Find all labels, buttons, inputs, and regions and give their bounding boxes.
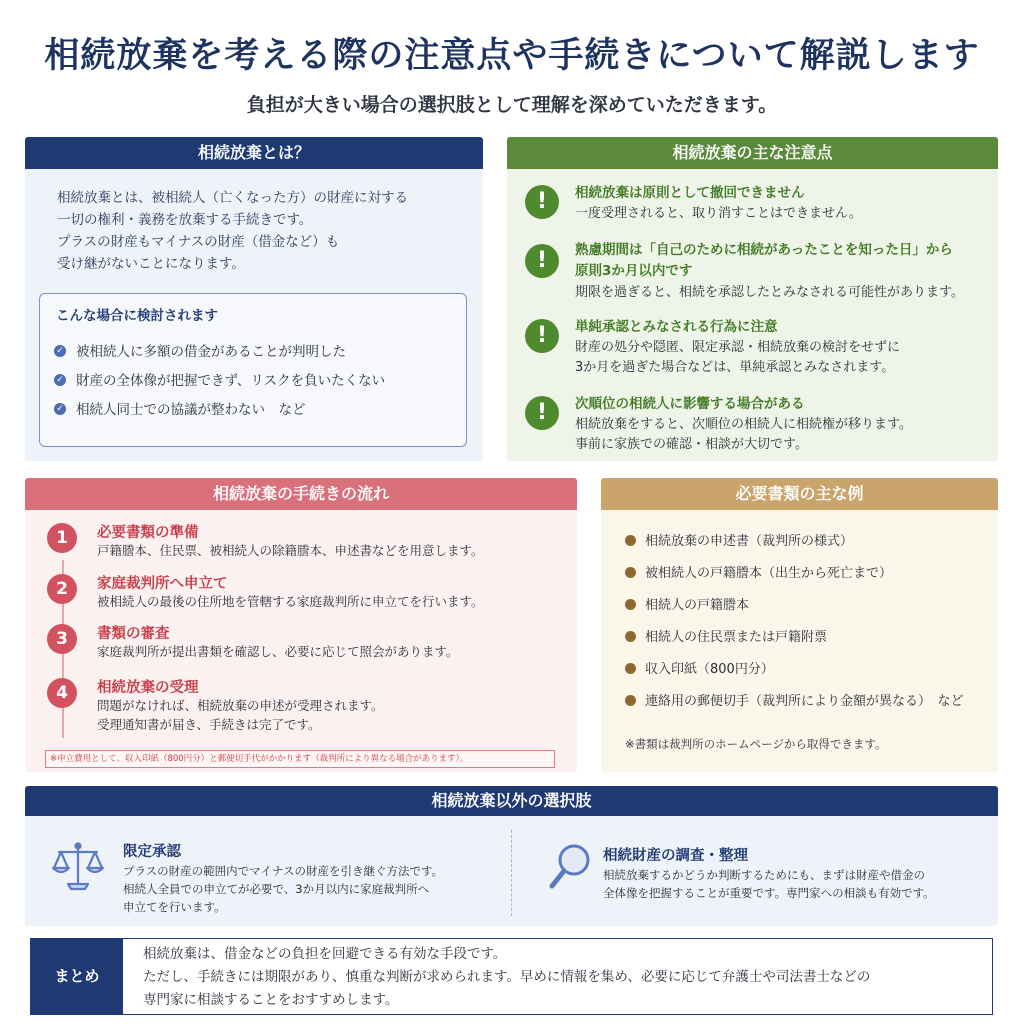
- check-icon: ✓: [54, 374, 66, 386]
- document-item: [625, 626, 827, 645]
- check-icon: ✓: [54, 345, 66, 357]
- document-item: [625, 530, 853, 549]
- step-body: 受理通知書が届き、手続きは完了です。: [97, 717, 321, 732]
- note-body: 事前に家族での確認・相談が大切です。: [575, 437, 808, 452]
- note-title: 熟慮期間は「自己のために相続があったことを知った日」から: [575, 242, 953, 258]
- case-item: [54, 340, 346, 360]
- limited-approval-body: プラスの財産の範囲内でマイナスの財産を引き継ぐ方法です。: [123, 864, 444, 878]
- bullet-dot: [625, 567, 636, 578]
- what-is-description: [57, 187, 467, 275]
- page-subtitle: 負担が大きい場合の選択肢として理解を深めていただきます。: [246, 94, 778, 116]
- notes-heading: 相続放棄の主な注意点: [507, 137, 998, 169]
- document-item: [625, 690, 964, 709]
- step-title: 相続放棄の受理: [97, 680, 199, 696]
- document-text: 相続放棄の申述書（裁判所の様式）: [645, 534, 854, 549]
- notes-panel: [507, 137, 998, 461]
- bullet-dot: [625, 535, 636, 546]
- note-title: 相続放棄は原則として撤回できません: [575, 185, 805, 201]
- what-is-line: 相続放棄とは、被相続人（亡くなった方）の財産に対する: [57, 190, 408, 206]
- case-item: [54, 398, 306, 418]
- note-title-continued: 原則3か月以内です: [575, 263, 693, 279]
- summary-label: まとめ: [31, 939, 123, 1014]
- note-title: 次順位の相続人に影響する場合がある: [575, 396, 805, 412]
- documents-heading: 必要書類の主な例: [601, 478, 998, 510]
- note-body: 3か月を過ぎた場合などは、単純承認とみなされます。: [575, 360, 895, 375]
- document-text: 被相続人の戸籍謄本（出生から死亡まで）: [645, 566, 893, 581]
- documents-panel: [601, 478, 998, 772]
- what-is-panel: [25, 137, 483, 461]
- case-item: [54, 369, 385, 389]
- step-number: 2: [47, 574, 77, 604]
- scale-icon: [51, 840, 105, 896]
- case-text: 相続人同士での協議が整わない など: [76, 402, 306, 418]
- document-text: 収入印紙（800円分）: [645, 662, 774, 677]
- limited-approval-body: 相続人全員での申立てが必要で、3か月以内に家庭裁判所へ: [123, 882, 430, 896]
- document-text: 相続人の住民票または戸籍附票: [645, 630, 828, 645]
- document-text: 連絡用の郵便切手（裁判所により金額が異なる） など: [645, 694, 964, 709]
- magnifier-icon: [547, 842, 593, 896]
- summary-line: 相続放棄は、借金などの負担を回避できる有効な手段です。: [143, 946, 507, 962]
- documents-note: ※書類は裁判所のホームページから取得できます。: [625, 737, 887, 751]
- document-item: [625, 594, 749, 613]
- step-title: 書類の審査: [97, 626, 170, 642]
- step-body: 問題がなければ、相続放棄の申述が受理されます。: [97, 698, 384, 713]
- what-is-heading: 相続放棄とは？: [25, 137, 483, 169]
- note-title: 単純承認とみなされる行為に注意: [575, 319, 778, 335]
- what-is-line: 受け継がないことになります。: [57, 256, 245, 272]
- step-body: 家庭裁判所が提出書類を確認し、必要に応じて照会があります。: [97, 644, 459, 659]
- bullet-dot: [625, 631, 636, 642]
- summary-text: [143, 943, 870, 1012]
- section-divider: [511, 830, 512, 916]
- note-body: 期限を過ぎると、相続を承認したとみなされる可能性があります。: [575, 285, 964, 300]
- asset-survey-title: 相続財産の調査・整理: [603, 848, 748, 864]
- note-body: 一度受理されると、取り消すことはできません。: [575, 206, 862, 221]
- flow-heading: 相続放棄の手続きの流れ: [25, 478, 577, 510]
- step-number: 3: [47, 624, 77, 654]
- limited-approval-title: 限定承認: [123, 844, 181, 860]
- alternatives-panel: [25, 786, 998, 926]
- exclamation-icon: !: [525, 244, 559, 278]
- case-text: 被相続人に多額の借金があることが判明した: [76, 344, 346, 360]
- document-text: 相続人の戸籍謄本: [645, 598, 750, 613]
- step-title: 必要書類の準備: [97, 525, 199, 541]
- bullet-dot: [625, 695, 636, 706]
- step-title: 家庭裁判所へ申立て: [97, 576, 228, 592]
- bullet-dot: [625, 599, 636, 610]
- note-body: 相続放棄をすると、次順位の相続人に相続権が移ります。: [575, 417, 912, 432]
- what-is-line: 一切の権利・義務を放棄する手続きです。: [57, 212, 313, 228]
- summary-line: 専門家に相談することをおすすめします。: [143, 992, 399, 1008]
- exclamation-icon: !: [525, 396, 559, 430]
- note-body: 財産の処分や隠匿、限定承認・相続放棄の検討をせずに: [575, 340, 901, 355]
- exclamation-icon: !: [525, 319, 559, 353]
- summary-line: ただし、手続きには期限があり、慎重な判断が求められます。早めに情報を集め、必要に応じて弁護士や司法書士などの: [143, 969, 871, 985]
- asset-survey-body: 相続放棄するかどうか判断するためにも、まずは財産や借金の: [603, 868, 925, 882]
- what-is-line: プラスの財産もマイナスの財産（借金など）も: [57, 234, 340, 250]
- step-body: 被相続人の最後の住所地を管轄する家庭裁判所に申立てを行います。: [97, 594, 484, 609]
- step-body: 戸籍謄本、住民票、被相続人の除籍謄本、申述書などを用意します。: [97, 543, 484, 558]
- flow-panel: [25, 478, 577, 772]
- summary-box: [30, 938, 993, 1015]
- cases-title: こんな場合に検討されます: [56, 308, 218, 324]
- cases-box: [39, 293, 467, 447]
- step-number: 4: [47, 678, 77, 708]
- case-text: 財産の全体像が把握できず、リスクを負いたくない: [76, 373, 386, 389]
- page-title: 相続放棄を考える際の注意点や手続きについて解説します: [44, 36, 980, 76]
- document-item: [625, 658, 774, 677]
- alternatives-heading: 相続放棄以外の選択肢: [25, 786, 998, 816]
- fee-note: ※申立費用として、収入印紙（800円分）と郵便切手代がかかります（裁判所により異なる場合があります）。: [45, 750, 555, 768]
- document-item: [625, 562, 892, 581]
- check-icon: ✓: [54, 403, 66, 415]
- bullet-dot: [625, 663, 636, 674]
- step-number: 1: [47, 523, 77, 553]
- exclamation-icon: !: [525, 185, 559, 219]
- asset-survey-body: 全体像を把握することが重要です。専門家への相談も有効です。: [603, 886, 935, 900]
- limited-approval-body: 申立てを行います。: [123, 900, 226, 914]
